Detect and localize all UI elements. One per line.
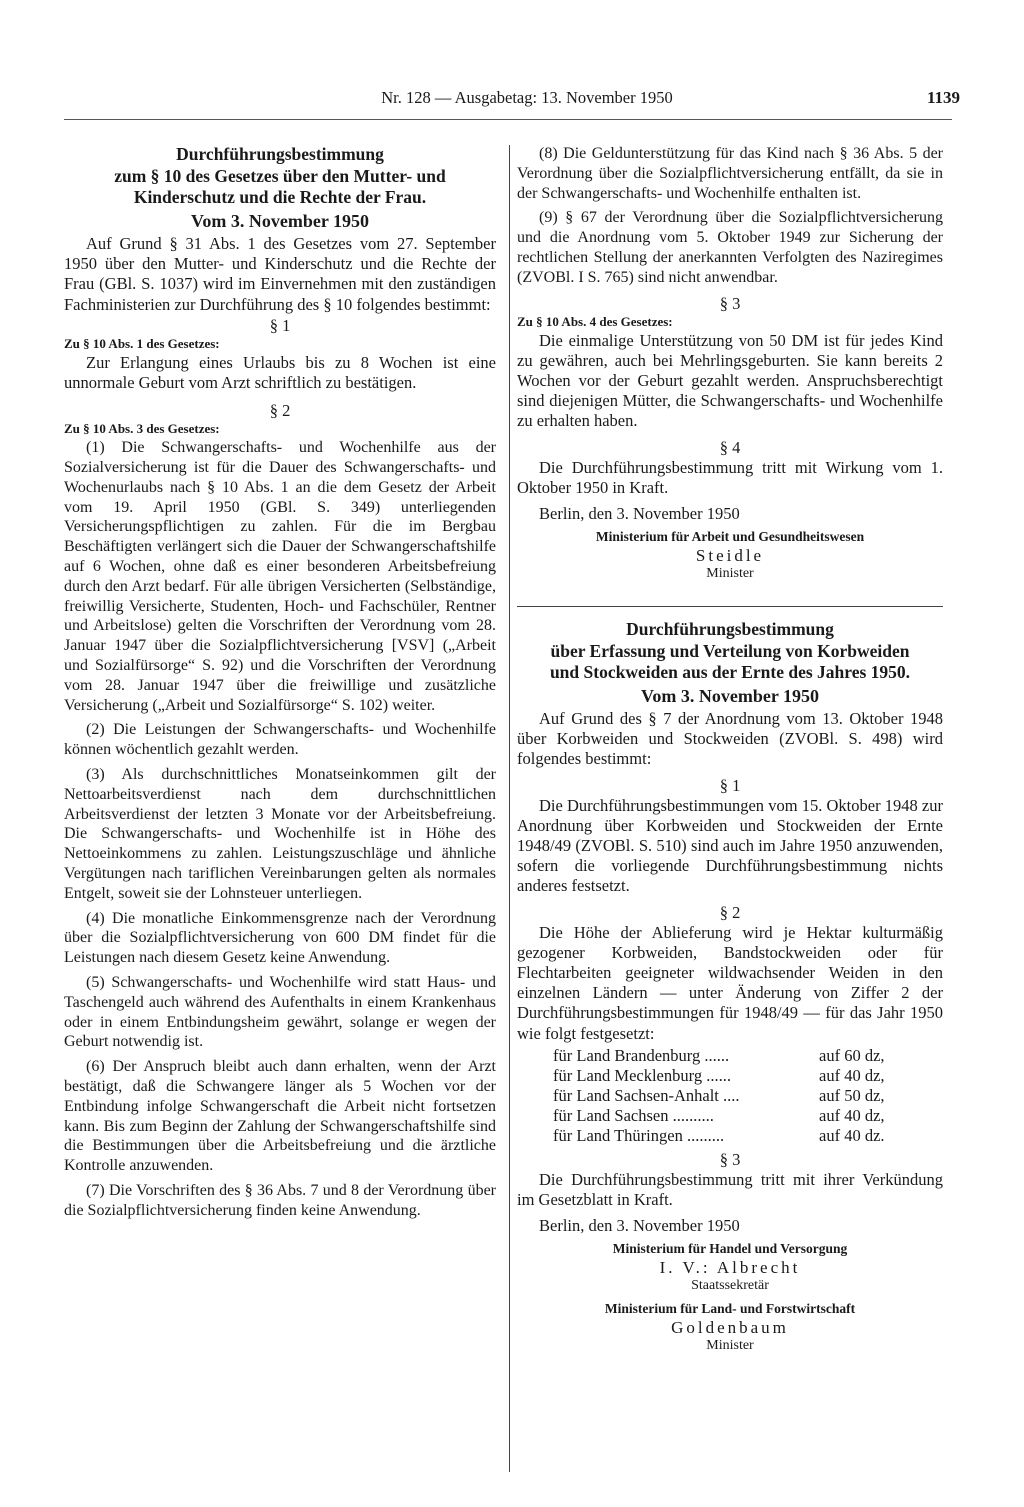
- doc2-s2-text: Die Höhe der Ablieferung wird je Hektar kulturmäßig gezogener Korbweiden, Bandstockweiden oder für Flechtarbeiten geeigneter wildwachsender Weiden in den einzelnen Ländern — unter Änderung von Ziffer 2 der Durchführungsbestimmungen für 1948/49 — für das Jahr 1950 wie folgt festgesetzt:: [517, 922, 943, 1043]
- table-cell-land: für Land Mecklenburg ......: [553, 1065, 731, 1085]
- doc1-s2-p6: (6) Der Anspruch bleibt auch dann erhalten, wenn der Arzt bestätigt, daß die Schwangere länger als 5 Wochen vor der Entbindung infolge Schwangerschaft die Arbeit nicht fortsetzen kann. Bis zum Beginn der Zahlung der Schwangerschaftshilfe sind die Bestimmungen über die Arbeitsbefreiung und die ärztliche Kontrolle anzuwenden.: [64, 1058, 496, 1175]
- doc1-place-date: Berlin, den 3. November 1950: [539, 504, 740, 523]
- doc1-intro: Auf Grund § 31 Abs. 1 des Gesetzes vom 27. September 1950 über den Mutter- und Kinderschutz und die Rechte der Frau (GBl. S. 1037) wird im Einvernehmen mit den zuständigen Fachministerien zur Durchführung des § 10 folgendes bestimmt:: [64, 234, 496, 314]
- table-cell-land: für Land Sachsen ..........: [553, 1105, 714, 1125]
- table-cell-amount: auf 60 dz,: [819, 1045, 885, 1065]
- doc1-s2-p1: (1) Die Schwangerschafts- und Wochenhilfe aus der Sozialversicherung ist für die Dauer des Schwangerschafts- und Wochenurlaubs nach § 10 Abs. 1 an die dem Gesetz der Arbeit vom 19. April 1950 (GBl. S. 349) unterliegenden Versicherungspflichtigen zu zahlen. Für die im Bergbau Beschäftigten verlängert sich die Dauer der Schwangerschaftshilfe auf 6 Wochen, ohne daß es einer besonderen Arbeitsbefreiung durch den Arzt bedarf. Für alle übrigen Versicherten (Selbständige, freiwillig Versicherte, Studenten, Hoch- und Fachschüler, Rentner und Arbeitslose) gelten die Vorschriften der Verordnung vom 28. Januar 1947 über die Sozialpflichtversicherung [VSV] („Arbeit und Sozialfürsorge“ S. 92) und die Vorschriften der Verordnung vom 28. Januar 1947 über die freiwillige und zusätzliche Versicherung („Arbeit und Sozialfürsorge“ S. 102) weiter.: [64, 439, 496, 714]
- right-column: [517, 144, 943, 1360]
- table-cell-amount: auf 40 dz,: [819, 1105, 885, 1125]
- table-row: [553, 1126, 943, 1146]
- doc1-s4-text: Die Durchführungsbestimmung tritt mit Wirkung vom 1. Oktober 1950 in Kraft.: [517, 457, 943, 497]
- doc2-signer-1: I. V.: Albrecht: [659, 1258, 801, 1278]
- doc1-s2-p4: (4) Die monatliche Einkommensgrenze nach der Verordnung über die Sozialpflichtversicherung von 600 DM findet für die Leistungen nach diesem Gesetz keine Anwendung.: [64, 909, 496, 967]
- doc1-s3-heading: § 3: [719, 293, 741, 313]
- doc2-s2-heading: § 2: [719, 902, 741, 922]
- doc2-role-2: Minister: [706, 1338, 754, 1354]
- doc1-s2-zu: Zu § 10 Abs. 3 des Gesetzes:: [64, 421, 220, 437]
- doc1-signer: Steidle: [695, 546, 765, 565]
- doc2-title-line1: Durchführungsbestimmung: [626, 619, 834, 639]
- doc2-s3-text: Die Durchführungsbestimmung tritt mit ihrer Verkündung im Gesetzblatt in Kraft.: [517, 1169, 943, 1210]
- doc1-s4-heading: § 4: [719, 437, 741, 457]
- doc1-s2-p3: (3) Als durchschnittliches Monatseinkommen gilt der Nettoarbeitsverdienst nach dem durchschnittlichen Arbeitsverdienst der letzten 3 Monate vor der Arbeitsbefreiung. Die Schwangerschafts- und Wochenhilfe ist in Höhe des Nettoeinkommens zu zahlen. Leistungszuschläge und ähnliche Vergütungen nach tariflichen Vereinbarungen gelten als normales Entgelt, soweit sie der Lohnsteuer unterliegen.: [64, 765, 496, 902]
- doc1-role: Minister: [706, 566, 754, 581]
- left-column: [64, 144, 496, 1221]
- doc2-date: Vom 3. November 1950: [641, 685, 819, 706]
- doc1-title-line2: zum § 10 des Gesetzes über den Mutter- und: [114, 165, 446, 186]
- doc1-s1-zu: Zu § 10 Abs. 1 des Gesetzes:: [64, 335, 220, 351]
- doc2-title-line2: über Erfassung und Verteilung von Korbweiden: [550, 640, 910, 661]
- table-cell-amount: auf 40 dz,: [819, 1065, 885, 1085]
- doc2-intro: Auf Grund des § 7 der Anordnung vom 13. Oktober 1948 über Korbweiden und Stockweiden (ZVOBl. S. 498) wird folgendes bestimmt:: [517, 709, 943, 769]
- doc2-ministry-1: Ministerium für Handel und Versorgung: [612, 1241, 848, 1257]
- doc1-date: Vom 3. November 1950: [191, 210, 369, 231]
- doc2-s1-text: Die Durchführungsbestimmungen vom 15. Oktober 1948 zur Anordnung über Korbweiden und Stockweiden der Ernte 1948/49 (ZVOBl. S. 510) sind auch im Jahre 1950 anzuwenden, sofern die vorliegende Durchführungsbestimmung nichts anderes festsetzt.: [517, 795, 943, 896]
- table-cell-amount: auf 50 dz,: [819, 1085, 885, 1105]
- doc1-s2-heading: § 2: [269, 401, 291, 421]
- doc1-s1-heading: § 1: [269, 315, 291, 335]
- table-row: [553, 1046, 943, 1066]
- table-cell-amount: auf 40 dz.: [819, 1125, 885, 1145]
- doc2-title-line3: und Stockweiden aus der Ernte des Jahres 1950.: [549, 662, 911, 682]
- table-row: [553, 1066, 943, 1086]
- doc2-ministry-2: Ministerium für Land- und Forstwirtschaft: [604, 1301, 856, 1317]
- doc1-s2-p8: (8) Die Geldunterstützung für das Kind nach § 36 Abs. 5 der Verordnung über die Sozialpflichtversicherung entfällt, da sie in der Schwangerschafts- und Wochenhilfe enthalten ist.: [517, 145, 943, 202]
- header-rule: [64, 119, 952, 120]
- doc2-s1-heading: § 1: [719, 775, 741, 795]
- issue-line: Nr. 128 — Ausgabetag: 13. November 1950: [381, 88, 673, 107]
- doc1-title-line3: Kinderschutz und die Rechte der Frau.: [133, 187, 427, 207]
- doc2-signer-2: Goldenbaum: [671, 1318, 789, 1338]
- delivery-table: [553, 1046, 943, 1146]
- doc1-s2-p2: (2) Die Leistungen der Schwangerschafts- und Wochenhilfe können wöchentlich gezahlt werden.: [64, 721, 496, 759]
- page-number: 1139: [926, 88, 960, 107]
- table-cell-land: für Land Brandenburg ......: [553, 1045, 730, 1065]
- doc2-place-date: Berlin, den 3. November 1950: [539, 1216, 740, 1236]
- doc1-s3-text: Die einmalige Unterstützung von 50 DM ist für jedes Kind zu gewähren, auch bei Mehrlingsgeburten. Sie kann bereits 2 Wochen vor der Geburt gezahlt werden. Anspruchsberechtigt sind diejenigen Mütter, die Schwangerschafts- und Wochenhilfe zu erhalten haben.: [517, 330, 943, 431]
- table-row: [553, 1086, 943, 1106]
- doc1-s2-p7: (7) Die Vorschriften des § 36 Abs. 7 und 8 der Verordnung über die Sozialpflichtversicherung finden keine Anwendung.: [64, 1181, 496, 1219]
- doc1-title-line1: Durchführungsbestimmung: [176, 144, 384, 164]
- table-row: [553, 1106, 943, 1126]
- column-divider: [509, 145, 510, 1472]
- doc1-ministry: Ministerium für Arbeit und Gesundheitswesen: [595, 529, 865, 544]
- doc1-s2-p5: (5) Schwangerschafts- und Wochenhilfe wird statt Haus- und Taschengeld auch während des Aufenthalts in einem Krankenhaus oder in einem Entbindungsheim gewährt, solange er wegen der Geburt notwendig ist.: [64, 973, 496, 1051]
- page-header: [60, 88, 960, 114]
- doc1-s3-zu: Zu § 10 Abs. 4 des Gesetzes:: [517, 313, 673, 329]
- document-separator: [517, 606, 943, 607]
- doc2-s3-heading: § 3: [719, 1149, 741, 1169]
- doc1-s1-text: Zur Erlangung eines Urlaubs bis zu 8 Wochen ist eine unnormale Geburt vom Arzt schriftlich zu bestätigen.: [64, 352, 496, 393]
- doc2-role-1: Staatssekretär: [691, 1278, 769, 1294]
- doc1-s2-p9: (9) § 67 der Verordnung über die Sozialpflichtversicherung und die Anordnung vom 5. Oktober 1949 zur Sicherung der rechtlichen Stellung der anerkannten Verfolgten des Naziregimes (ZVOBl. I S. 765) sind nicht anwendbar.: [517, 209, 943, 286]
- table-cell-land: für Land Sachsen-Anhalt ....: [553, 1085, 740, 1105]
- table-cell-land: für Land Thüringen .........: [553, 1125, 725, 1145]
